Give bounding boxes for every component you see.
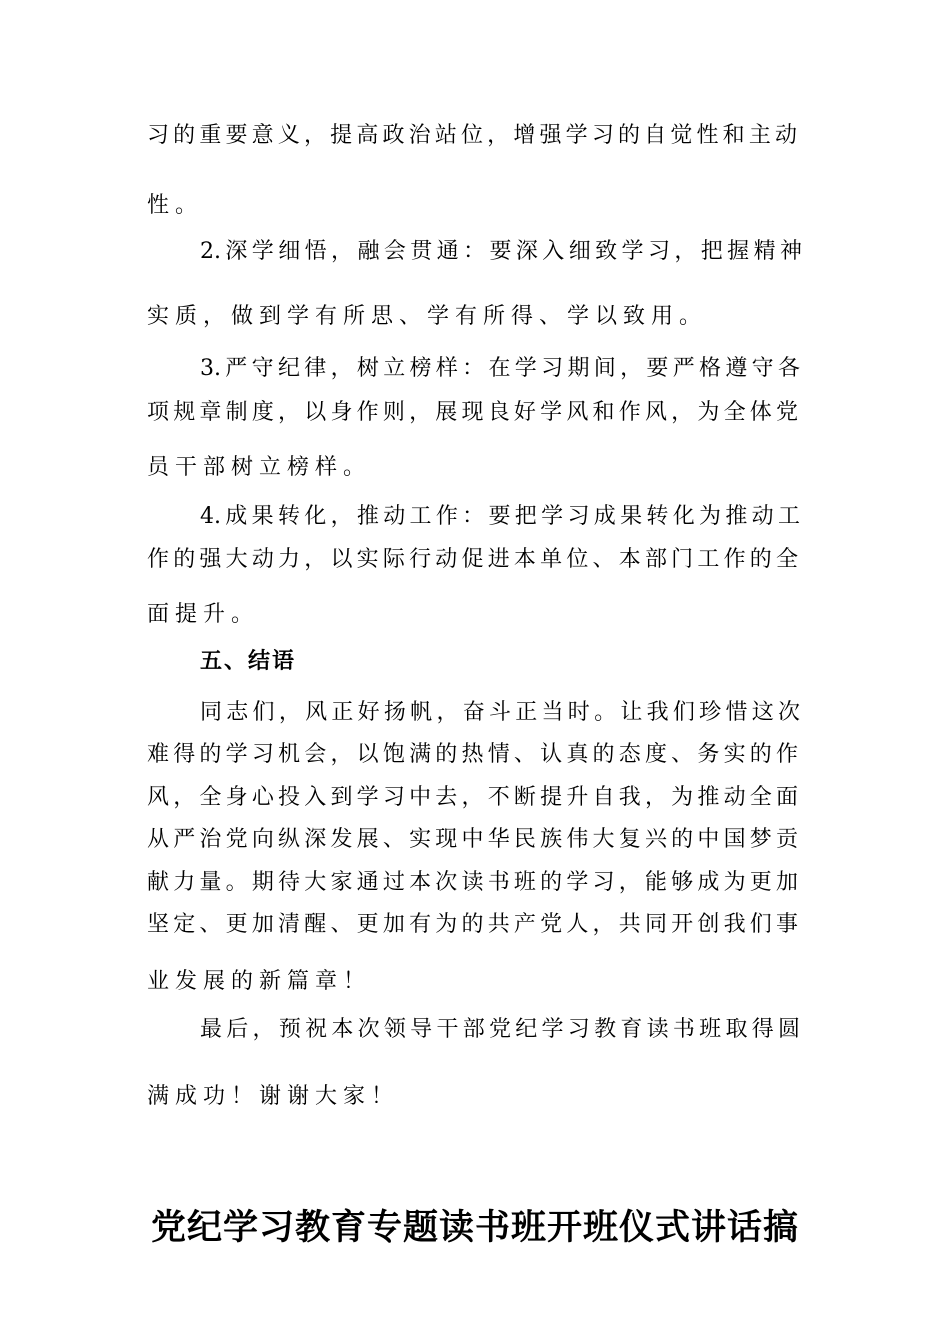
- text-line: 献力量。期待大家通过本次读书班的学习，能够成为更加: [147, 870, 798, 895]
- text-line: 风，全身心投入到学习中去，不断提升自我，为推动全面: [147, 785, 798, 810]
- text-line: 满成功！谢谢大家！: [147, 1084, 400, 1109]
- text-line: 坚定、更加清醒、更加有为的共产党人，共同开创我们事: [147, 912, 798, 937]
- text-line: 4.成果转化，推动工作：要把学习成果转化为推动工: [200, 504, 800, 529]
- text-line: 难得的学习机会，以饱满的热情、认真的态度、务实的作: [147, 742, 798, 767]
- document-title: 党纪学习教育专题读书班开班仪式讲话搞: [150, 1208, 799, 1248]
- text-line: 面提升。: [147, 602, 260, 627]
- text-line: 习的重要意义，提高政治站位，增强学习的自觉性和主动: [147, 123, 797, 148]
- text-line: 最后，预祝本次领导干部党纪学习教育读书班取得圆: [200, 1017, 800, 1042]
- text-line: 项规章制度，以身作则，展现良好学风和作风，为全体党: [147, 400, 798, 425]
- text-line: 作的强大动力，以实际行动促进本单位、本部门工作的全: [147, 547, 798, 572]
- text-line: 性。: [147, 193, 204, 218]
- text-line: 2.深学细悟，融会贯通：要深入细致学习，把握精神: [200, 239, 802, 264]
- text-line: 同志们，风正好扬帆，奋斗正当时。让我们珍惜这次: [200, 700, 800, 725]
- text-line: 从严治党向纵深发展、实现中华民族伟大复兴的中国梦贡: [147, 827, 798, 852]
- text-line: 实质，做到学有所思、学有所得、学以致用。: [147, 304, 708, 329]
- text-line: 员干部树立榜样。: [147, 455, 372, 480]
- text-line: 业发展的新篇章！: [147, 969, 372, 994]
- section-heading: 五、结语: [200, 649, 297, 674]
- text-line: 3.严守纪律，树立榜样：在学习期间，要严格遵守各: [200, 356, 800, 381]
